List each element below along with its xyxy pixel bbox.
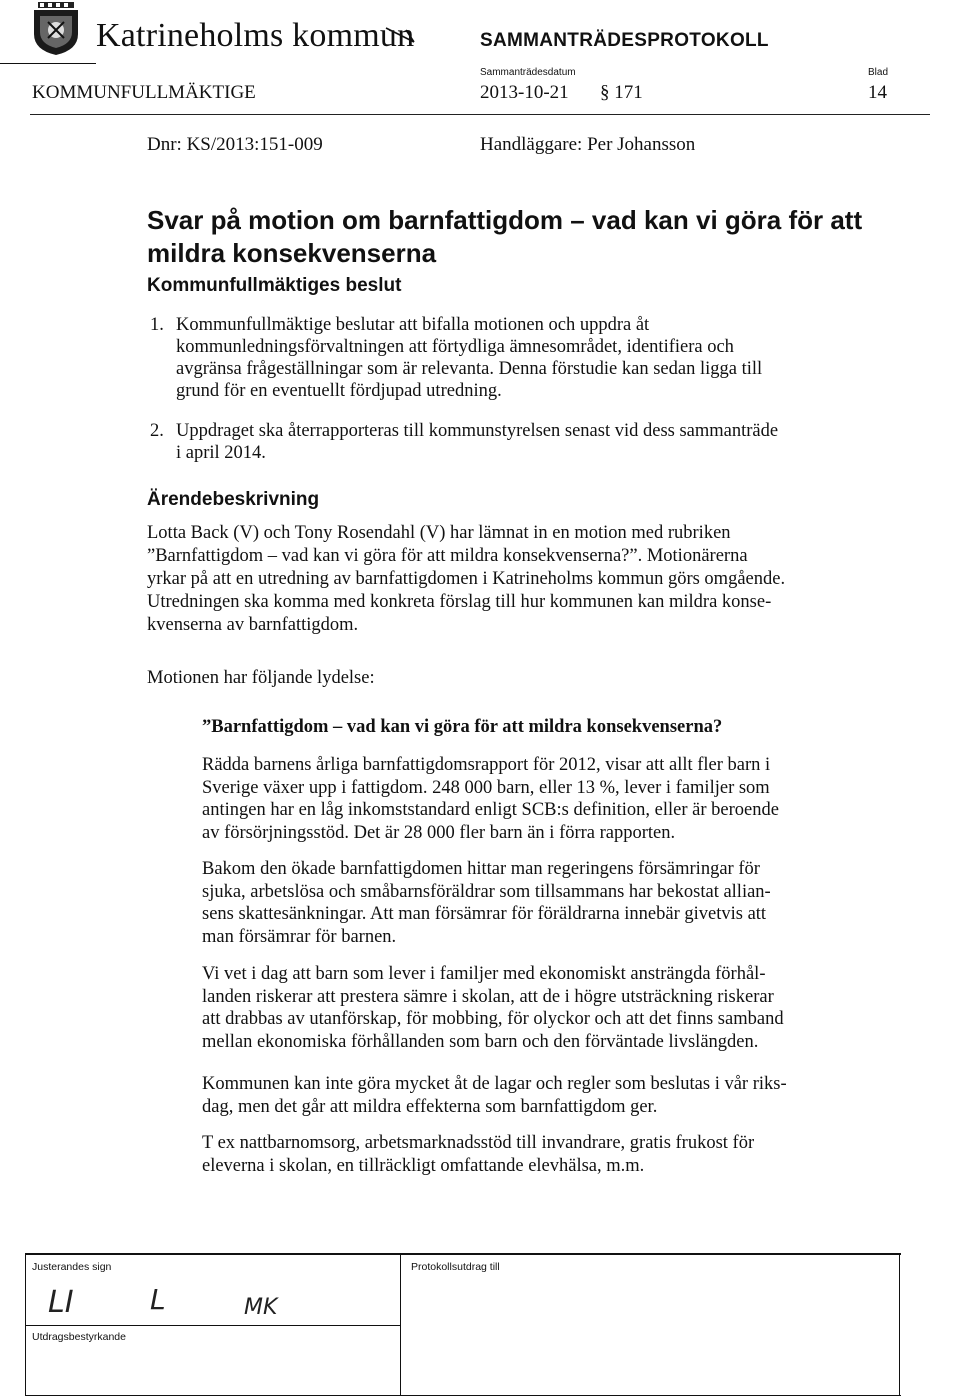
description-heading: Ärendebeskrivning (147, 489, 320, 510)
decorative-slash (384, 26, 418, 44)
municipal-crest-icon (32, 2, 80, 56)
decision-item-number: 2. (150, 421, 164, 441)
municipality-name: Katrineholms kommun (96, 17, 415, 54)
decision-item-2: Uppdraget ska återrapporteras till kommunstyrelsen senast vid dess sammanträde i april 2014. (176, 421, 779, 463)
decision-item-number: 1. (150, 315, 164, 335)
protocol-title: SAMMANTRÄDESPROTOKOLL (480, 30, 769, 51)
page-number: 14 (868, 82, 887, 103)
signature-footer (25, 1253, 901, 1397)
blad-label: Blad (868, 67, 889, 78)
utdrag-label: Protokollsutdrag till (411, 1261, 500, 1273)
signature-1: LI (48, 1285, 74, 1320)
date-label: Sammanträdesdatum (480, 67, 576, 78)
signature-3: MK (244, 1295, 278, 1320)
justerandes-label: Justerandes sign (32, 1261, 112, 1273)
footer-divider (26, 1325, 400, 1326)
signature-2: L (150, 1283, 166, 1316)
motion-paragraph-5: T ex nattbarnomsorg, arbetsmarknadsstöd till invandrare, gratis frukost för eleverna i skolan, en tillräckligt omfattande elevhälsa, m.m. (202, 1133, 755, 1176)
header-rule (30, 114, 930, 115)
motion-paragraph-4: Kommunen kan inte göra mycket åt de lagar och regler som beslutas i vår riks- dag, men det går att mildra effekterna som barnfattigdom ger. (202, 1074, 787, 1117)
motion-title: ”Barnfattigdom – vad kan vi göra för att mildra konsekvenserna? (202, 717, 723, 737)
paragraph-number: § 171 (600, 82, 643, 103)
body-name: KOMMUNFULLMÄKTIGE (32, 82, 256, 103)
utdragsbestyrkande-label: Utdragsbestyrkande (32, 1331, 126, 1343)
document-title: Svar på motion om barnfattigdom – vad kan vi göra för att mildra konsekvenserna (147, 205, 863, 268)
motion-paragraph-3: Vi vet i dag att barn som lever i familjer med ekonomiskt ansträngda förhål- landen riskerar att prestera sämre i skolan, att de i högre utsträckning riskerar att drabbas av utanförskap, för mobbing, för olyckor och att det finns samband mellan ekonomiska förhållanden som barn och den förväntade livslängden. (202, 964, 784, 1052)
justering-box (25, 1255, 401, 1395)
decision-item-1: Kommunfullmäktige beslutar att bifalla motionen och uppdra åt kommunledningsförvaltningen att förtydliga ämnesområdet, identifiera och avgränsa frågeställningar som är relevanta. Denna förstudie kan sedan ligga till grund för en eventuellt fördjupad utredning. (176, 315, 763, 401)
decision-heading: Kommunfullmäktiges beslut (147, 275, 402, 296)
diary-number: Dnr: KS/2013:151-009 (147, 134, 323, 155)
description-paragraph: Lotta Back (V) och Tony Rosendahl (V) har lämnat in en motion med rubriken ”Barnfattigdom – vad kan vi göra för att mildra konsekvenserna?”. Motionärerna yrkar på att en utredning av barnfattigdomen i Katrineholms kommun görs omgående. Utredningen ska komma med konkreta förslag till hur kommunen kan mildra konse- kvenserna av barnfattigdom. (147, 523, 786, 635)
footer-bottom-rule (25, 1395, 901, 1396)
meeting-date: 2013-10-21 (480, 82, 569, 103)
utdrag-box (399, 1255, 900, 1395)
motion-paragraph-1: Rädda barnens årliga barnfattigdomsrapport för 2012, visar att allt fler barn i Sverige växer upp i fattigdom. 248 000 barn, eller 13 %, lever i familjer som antingen har en låg inkomststandard enligt SCB:s definition, eller är beroende av försörjningsstöd. Det är 28 000 fler barn än i förra rapporten. (202, 755, 779, 843)
motion-intro: Motionen har följande lydelse: (147, 668, 375, 688)
motion-paragraph-2: Bakom den ökade barnfattigdomen hittar man regeringens försämringar för sjuka, arbetslösa och småbarnsföräldrar som tillsammans har bekostat allian- sens skattesänkningar. Att man försämrar för föräldrarna innebär givetvis att man försämrar för barnen. (202, 859, 771, 947)
case-officer: Handläggare: Per Johansson (480, 134, 696, 155)
header-rule-left (0, 63, 96, 64)
